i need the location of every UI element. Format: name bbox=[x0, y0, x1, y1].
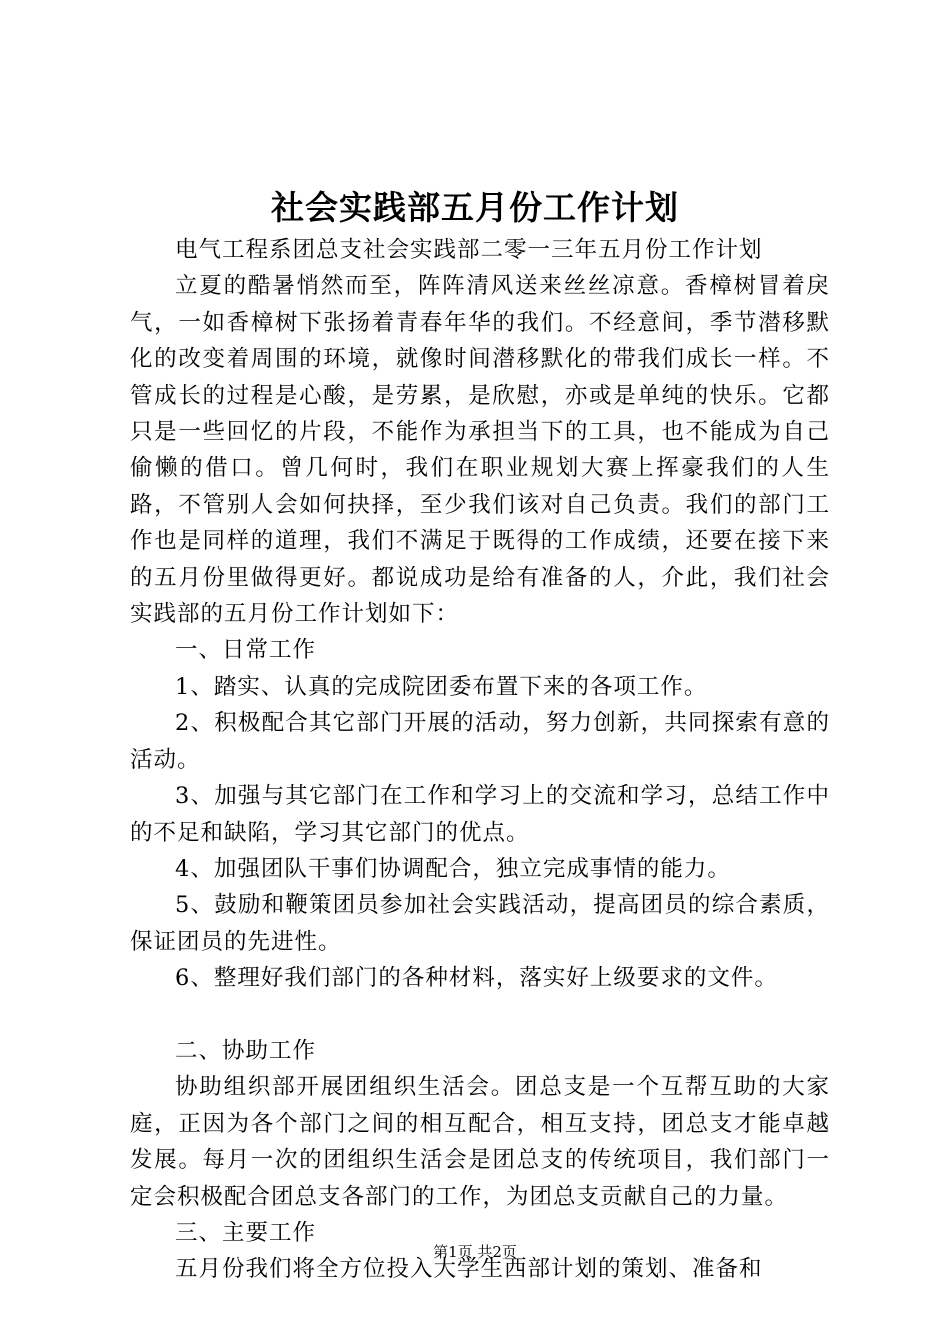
page-footer: 第1页 共2页 bbox=[433, 1243, 517, 1261]
main-work-paragraph: 五月份我们将全方位投入大学生西部计划的策划、准备和 bbox=[175, 1256, 763, 1283]
list-item-5: 5、鼓励和鞭策团员参加社会实践活动，提高团员的综合素质，保证团员的先进性。 bbox=[130, 892, 830, 955]
document-title: 社会实践部五月份工作计划 bbox=[271, 188, 679, 227]
list-item-2: 2、积极配合其它部门开展的活动，努力创新，共同探索有意的活动。 bbox=[130, 710, 830, 773]
list-item-4: 4、加强团队干事们协调配合，独立完成事情的能力。 bbox=[175, 855, 731, 882]
section-heading-main-work: 三、主要工作 bbox=[175, 1219, 317, 1246]
intro-paragraph: 立夏的酷暑悄然而至，阵阵清风送来丝丝凉意。香樟树冒着戾气，一如香樟树下张扬着青春年华的我们。不经意间，季节潜移默化的改变着周围的环境，就像时间潜移默化的带我们成长一样。不管成长的过程是心酸，是劳累，是欣慰，亦或是单纯的快乐。它都只是一些回忆的片段，不能作为承担当下的工具，也不能成为自己偷懒的借口。曾几何时，我们在职业规划大赛上挥豪我们的人生路，不管别人会如何抉择，至少我们该对自己负责。我们的部门工作也是同样的道理，我们不满足于既得的工作成绩，还要在接下来的五月份里做得更好。都说成功是给有准备的人，介此，我们社会实践部的五月份工作计划如下： bbox=[130, 273, 830, 628]
list-item-6: 6、整理好我们部门的各种材料，落实好上级要求的文件。 bbox=[175, 965, 778, 992]
blank-line bbox=[130, 997, 830, 1033]
list-item-1: 1、踏实、认真的完成院团委布置下来的各项工作。 bbox=[175, 673, 708, 700]
list-item-3: 3、加强与其它部门在工作和学习上的交流和学习，总结工作中的不足和缺陷，学习其它部门的优点。 bbox=[130, 783, 830, 846]
subtitle-paragraph: 电气工程系团总支社会实践部二零一三年五月份工作计划 bbox=[175, 237, 763, 263]
assist-paragraph: 协助组织部开展团组织生活会。团总支是一个互帮互助的大家庭，正因为各个部门之间的相互配合，相互支持，团总支才能卓越发展。每月一次的团组织生活会是团总支的传统项目，我们部门一定会积极配合团总支各部门的工作，为团总支贡献自己的力量。 bbox=[130, 1074, 830, 1210]
section-heading-daily-work: 一、日常工作 bbox=[175, 637, 317, 664]
document-body bbox=[130, 232, 830, 1288]
section-heading-assist-work: 二、协助工作 bbox=[175, 1037, 317, 1064]
